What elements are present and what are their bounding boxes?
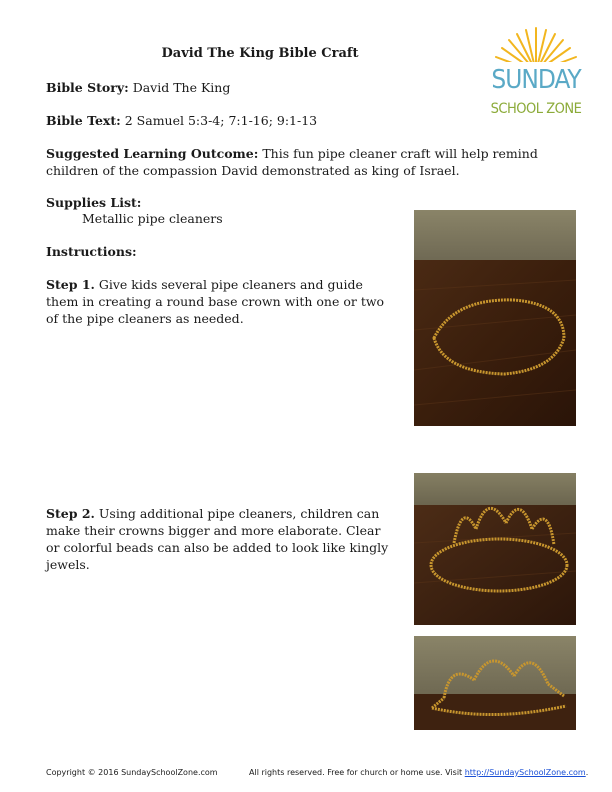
- footer-rights-text: All rights reserved. Free for church or home use. Visit: [249, 768, 465, 777]
- instructions-label: Instructions:: [46, 244, 137, 259]
- learning-outcome-paragraph: [46, 145, 576, 179]
- logo-sunday-text: SUNDAY: [491, 65, 581, 95]
- step-1-paragraph: [46, 276, 391, 327]
- pipe-cleaner-crown-photo: [414, 473, 576, 625]
- step-2-text: Using additional pipe cleaners, children can make their crowns bigger and more elaborate. Clear or colorful beads can also be added to look like kingly jewels.: [46, 506, 389, 572]
- supplies-item: Metallic pipe cleaners: [82, 211, 223, 226]
- bible-story-line: [46, 79, 576, 96]
- step-2-label: Step 2.: [46, 506, 95, 521]
- footer-rights-suffix: .: [585, 768, 589, 777]
- step-2-paragraph: [46, 505, 391, 573]
- instructions-heading: [46, 243, 137, 260]
- learning-outcome-value: This fun pipe cleaner craft will help remind children of the compassion David demonstrated as king of Israel.: [46, 146, 538, 178]
- pipe-cleaner-crown-closeup-photo: [414, 636, 576, 730]
- page-title: David The King Bible Craft: [161, 46, 359, 61]
- footer-website-link[interactable]: http://SundaySchoolZone.com: [464, 768, 586, 777]
- pipe-cleaner-ring-photo: [414, 210, 576, 426]
- footer-rights: [249, 768, 588, 777]
- step-1-text: Give kids several pipe cleaners and guide them in creating a round base crown with one or two of the pipe cleaners as needed.: [46, 277, 385, 326]
- logo-school-zone-text: SCHOOL ZONE: [490, 101, 582, 117]
- supplies-heading: [46, 194, 141, 211]
- bible-text-label: Bible Text:: [46, 113, 121, 128]
- learning-outcome-label: Suggested Learning Outcome:: [46, 146, 259, 161]
- footer-copyright: Copyright © 2016 SundaySchoolZone.com: [46, 768, 218, 777]
- supplies-label: Supplies List:: [46, 195, 142, 210]
- bible-story-value: David The King: [128, 80, 231, 95]
- bible-text-value: 2 Samuel 5:3-4; 7:1-16; 9:1-13: [120, 113, 318, 128]
- bible-story-label: Bible Story:: [46, 80, 129, 95]
- bible-text-line: [46, 112, 576, 129]
- step-1-label: Step 1.: [46, 277, 95, 292]
